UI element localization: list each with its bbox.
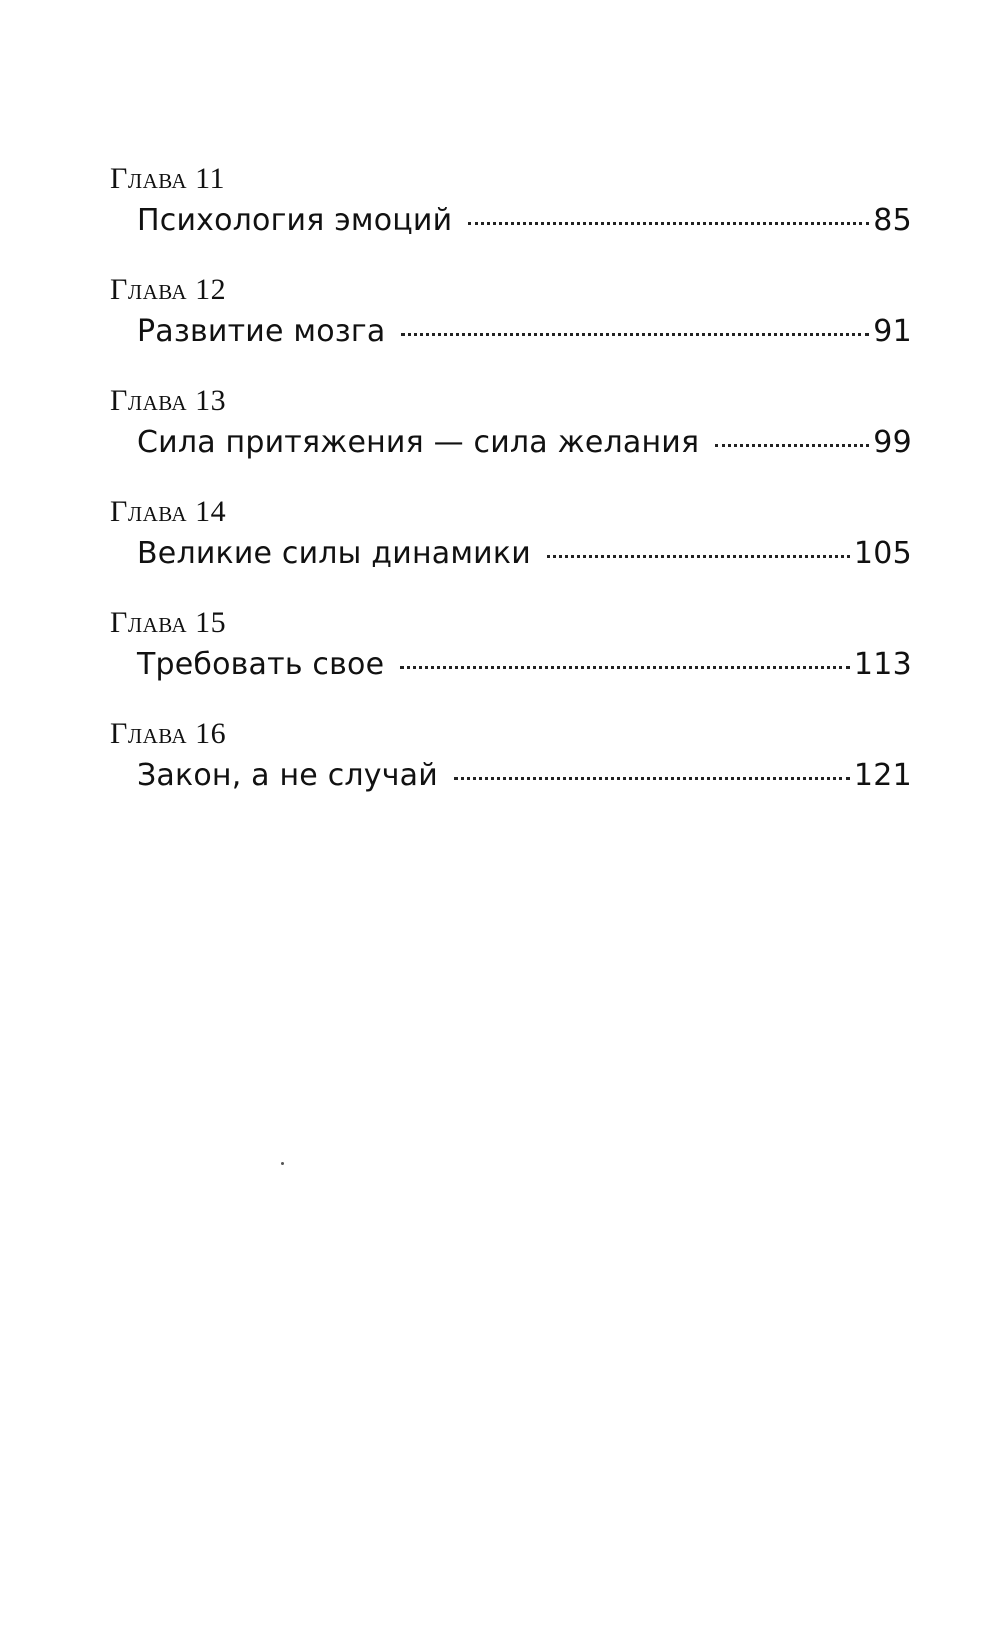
chapter-title: Психология эмоций xyxy=(137,203,453,238)
chapter-title: Великие силы динамики xyxy=(137,536,531,571)
page-number: 85 xyxy=(873,203,912,238)
chapter-title: Требовать свое xyxy=(137,647,385,682)
page-number: 91 xyxy=(873,314,912,349)
dot-leader xyxy=(468,222,869,225)
toc-entry-15 xyxy=(110,606,912,717)
page-number: 105 xyxy=(853,536,912,571)
chapter-label: Глава 13 xyxy=(110,384,227,417)
chapter-label: Глава 12 xyxy=(110,273,227,306)
page-number: 99 xyxy=(873,425,912,460)
toc-line xyxy=(137,757,912,795)
chapter-label: Глава 16 xyxy=(110,717,227,750)
toc-entry-11 xyxy=(110,162,912,273)
chapter-label: Глава 11 xyxy=(110,162,225,195)
dot-leader xyxy=(715,444,869,447)
dot-leader xyxy=(400,666,850,669)
dot-leader xyxy=(454,777,850,780)
page-number: 121 xyxy=(853,758,912,793)
page-number: 113 xyxy=(853,647,912,682)
chapter-label: Глава 14 xyxy=(110,495,227,528)
toc-line xyxy=(137,202,912,240)
toc-line xyxy=(137,646,912,684)
toc-entry-13 xyxy=(110,384,912,495)
table-of-contents xyxy=(110,162,912,828)
chapter-title: Развитие мозга xyxy=(137,314,386,349)
chapter-title: Закон, а не случай xyxy=(137,758,438,793)
chapter-label: Глава 15 xyxy=(110,606,227,639)
dot-leader xyxy=(547,555,850,558)
dot-leader xyxy=(401,333,869,336)
toc-line xyxy=(137,424,912,462)
toc-entry-16 xyxy=(110,717,912,828)
toc-entry-12 xyxy=(110,273,912,384)
scan-speck xyxy=(281,1162,284,1165)
toc-entry-14 xyxy=(110,495,912,606)
toc-line xyxy=(137,313,912,351)
toc-line xyxy=(137,535,912,573)
chapter-title: Сила притяжения — сила желания xyxy=(137,425,700,460)
